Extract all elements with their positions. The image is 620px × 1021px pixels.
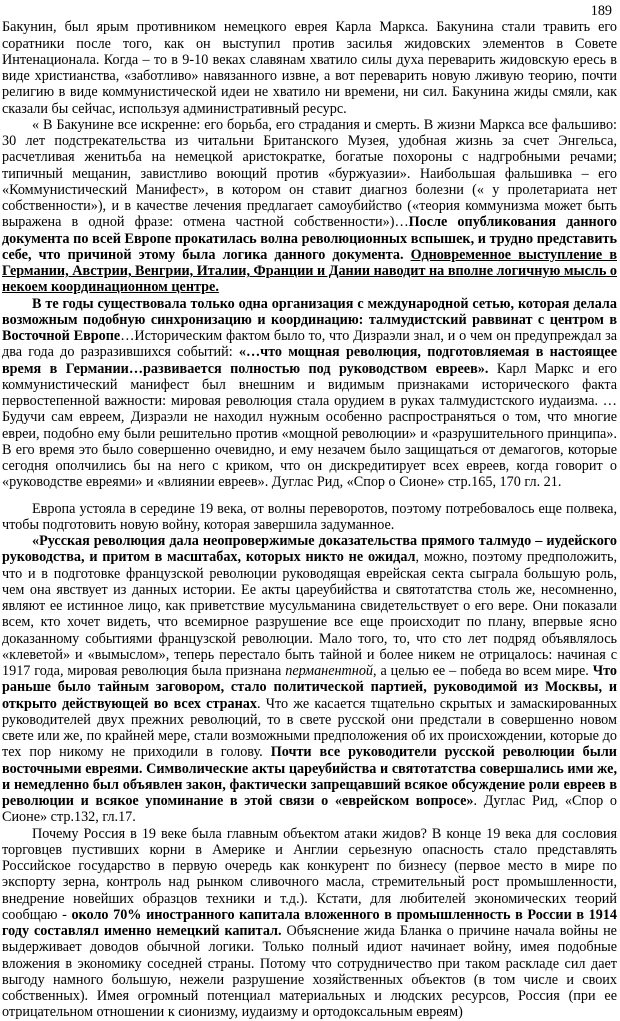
text-run-regular: Карл Маркс и его коммунистический манифест был внешним и видимым признаками исторического факта первостепенной важности: мировая революция стала орудием в руках талмудистского иудаизма. … Будучи сам евреем, Дизраэли не находил нужным особенно распространяться о том, что многие евреи, подобно ему были решительно против «мощной революции» и «разрушительного принципа». В его время это было совершенно очевидно, и ему незачем было защищаться от демагогов, которые сегодня ополчились бы на него с криком, что он дискредитирует всех евреев, когда говорит о «руководстве евреями» и «влиянии евреев». Дуглас Рид, «Спор о Сионе» стр.165, 170 гл. 21. [2,360,617,491]
text-run-bold: После опубликования данного документа по всей Европе прокатилась волна революционных вспышек, и трудно представить себе, что причиной этому была логика данного документа. [2,214,617,263]
text-run-regular: , а целью ее – победа во всем мире. [373,663,593,679]
paragraph [2,296,617,491]
paragraph [2,19,617,117]
text-run-regular: « В Бакунине все искренне: его борьба, его страдания и смерть. В жизни Маркса все фальшиво: 30 лет подстрекательства из читальни Британского Музея, удобная жизнь за счет Энгельса, расчетливая женитьба на немецкой аристократке, богатые похороны с надгробными речами; типичный мещанин, завистливо воющий против «буржуазии». Наибольшая фальшивка – его «Коммунистический Манифест», в котором он ставит диагноз болезни (« у пролетариата нет собственности»), и в качестве лечения предлагает самоубийство («теория коммунизма может быть выражена в одной фразе: отмена частной собственности»)… [2,116,617,231]
text-run-italic: перманентной [285,663,374,679]
text-run-bold: Почти все руководители русской революции были восточными евреями. Символические акты цареубийства и святотатства совершались ими же, и немедленно был объявлен закон, фактически запрещавший всякое обсуждение роли евреев в революции и всякое упоминание в этой связи о «еврейском вопросе» [2,744,617,809]
text-run-regular: Объяснение жида Бланка о причине начала войны не выдерживает доводов обычной логики. Только полный идиот начинает войну, имея подобные вложения в экономику соседней страны. Потому что сотрудничество при таком раскладе сил дает выгоду намного большую, нежели разрушение хозяйственных объектов (в том числе и своих собственных). Имея огромный потенциал материальных и людских ресурсов, Россия (при ее отрицательном отношении к сионизму, иудаизму и ортодоксальным евреям) [2,923,617,1021]
text-run-bold: Что раньше было тайным заговором, стало политической партией, руководимой из Москвы, и открыто действующей во всех странах [2,663,617,712]
text-run-regular: Почему Россия в 19 веке была главным объектом атаки жидов? В конце 19 века для сословия торговцев пустивших корни в Америке и Англии серьезную опасность стало представлять Российское государство в первую очередь как конкурент по бизнесу (первое место в мире по экспорту зерна, контроль над рынком сливочного масла, стремительный рост промышленности, внедрение новейших образцов техники и т.д.). Кстати, для любителей экономических теорий сообщаю - [2,825,617,923]
text-run-bold: В те годы существовала только одна организация с международной сетью, которая делала возможным подобную синхронизацию и координацию: талмудистский раввинат с центром в Восточной Европе [2,295,617,344]
text-run-bold: около 70% иностранного капитала вложенного в промышленность в России в 1914 году составлял именно немецкий капитал. [2,906,617,939]
text-run-regular: …Историческим фактом было то, что Дизраэли знал, и о чем он предупреждал за два года до разразившихся событий: [2,328,617,361]
document-body [2,19,617,1020]
text-run-regular: Европа устояла в середине 19 века, от волны переворотов, поэтому потребовалось еще полвека, чтобы подготовить новую войну, которая завершила задуманное. [2,500,617,533]
text-run-bold_underline: Одновременное выступление в Германии, Австрии, Венгрии, Италии, Франции и Дании наводит на вполне логичную мысль о некоем координационном центре. [2,246,618,296]
text-run-bold: «Русская революция дала неопровержимые доказательства прямого талмудо – иудейского руководства, и притом в масштабах, которых никто не ожидал [2,533,617,566]
paragraph [2,826,617,1021]
text-run-regular: . Что же касается тщательно скрытых и замаскированных руководителей двух прежних революций, то в свете русской они предстали в совершенно новом свете или же, по крайней мере, стали возможными предположения об их происхождении, которые до тех пор никому не приходили в голову. [2,695,618,761]
text-run-regular: Бакунин, был ярым противником немецкого еврея Карла Маркса. Бакунина стали травить его соратники после того, как он выступил против засилья жидовских элементов в Совете Интенационала. Когда – то в 9-10 веках славянам хватило силы духа переварить жидовскую ересь в виде христианства, «заботливо» навязанного извне, а вот переварить новую лживую теорию, почти религию в виде коммунистической идеи не хватило ни времени, ни сил. Бакунина жиды смяли, как сказали бы сейчас, используя административный ресурс. [2,19,617,117]
text-run-bold: «…что мощная революция, подготовляемая в настоящее время в Германии…развивается полностью под руководством евреев». [2,344,617,377]
paragraph [2,533,617,826]
page-number: 189 [590,3,612,19]
paragraph [2,501,617,534]
paragraph [2,117,617,296]
text-run-regular: , можно, поэтому предположить, что и в подготовке французской революции руководящая еврейская секта сыграла большую роль, чем она явствует из данных истории. Ее акты цареубийства и святотатства столь же, несомненно, являют ее истинное лицо, как приветствие мусульманина свидетельствует о его вере. Они показали всем, кто хочет видеть, что всемирное разрушение все еще происходит по плану, впервые ясно доказанному событиями французской революции. Мало того, то, что сто лет подряд объявлялось «клеветой» и «вымыслом», теперь перестало быть тайной и более никем не отрицалось: начиная с 1917 года, мировая революция была признана [2,549,617,679]
text-run-regular: . Дуглас Рид, «Спор о Сионе» стр.132, гл.17. [2,793,617,826]
